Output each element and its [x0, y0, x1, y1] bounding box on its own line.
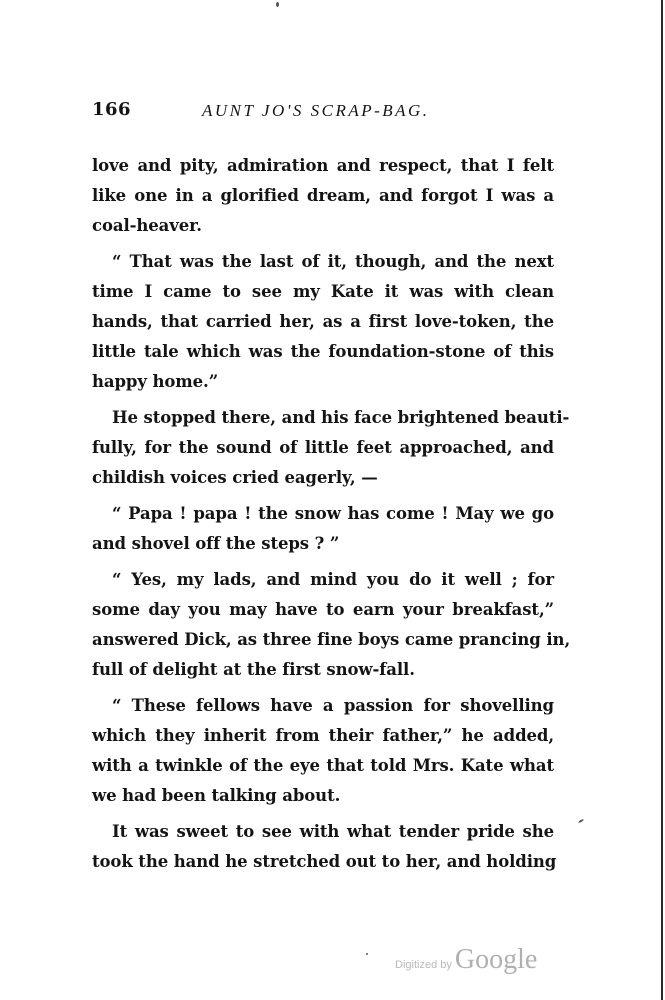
- text-line: happy home.”: [92, 372, 219, 391]
- text-line: full of delight at the first snow-fall.: [92, 660, 415, 679]
- scan-speck: [366, 953, 368, 955]
- running-title: AUNT JO'S SCRAP-BAG.: [202, 101, 430, 120]
- body-text: [92, 151, 571, 877]
- text-line: childish voices cried eagerly, —: [92, 468, 378, 487]
- text-line: we had been talking about.: [92, 786, 341, 805]
- text-line: and shovel off the steps ? ”: [92, 534, 340, 553]
- text-line: which they inherit from their father,” he added,: [92, 726, 554, 745]
- text-line: hands, that carried her, as a first love-token, the: [92, 312, 554, 331]
- text-line: little tale which was the foundation-stone of this: [92, 342, 554, 361]
- text-line: some day you may have to earn your breakfast,”: [92, 600, 554, 619]
- scan-speck: [276, 2, 279, 7]
- text-line: It was sweet to see with what tender pride she: [112, 822, 554, 841]
- page-number: 166: [92, 99, 132, 120]
- text-line: “ Papa ! papa ! the snow has come ! May we go: [112, 504, 554, 523]
- text-line: with a twinkle of the eye that told Mrs. Kate what: [92, 756, 554, 775]
- watermark-logo: Google: [454, 944, 538, 975]
- text-line: He stopped there, and his face brightened beauti-: [112, 408, 570, 427]
- text-line: “ Yes, my lads, and mind you do it well ; for: [112, 570, 554, 589]
- text-line: love and pity, admiration and respect, that I felt: [92, 156, 554, 175]
- text-line: fully, for the sound of little feet approached, and: [92, 438, 554, 457]
- text-line: coal-heaver.: [92, 216, 202, 235]
- text-line: like one in a glorified dream, and forgot I was a: [92, 186, 554, 205]
- text-line: took the hand he stretched out to her, and holding: [92, 852, 557, 871]
- text-line: “ These fellows have a passion for shovelling: [112, 696, 554, 715]
- watermark-prefix: Digitized by: [395, 959, 452, 971]
- digitized-watermark: [395, 944, 537, 980]
- text-line: time I came to see my Kate it was with clean: [92, 282, 554, 301]
- text-line: “ That was the last of it, though, and the next: [112, 252, 554, 271]
- page-header: [92, 99, 562, 129]
- text-line: answered Dick, as three fine boys came prancing in,: [92, 630, 571, 649]
- scan-speck: [578, 819, 584, 824]
- page-edge-line: [661, 0, 663, 1000]
